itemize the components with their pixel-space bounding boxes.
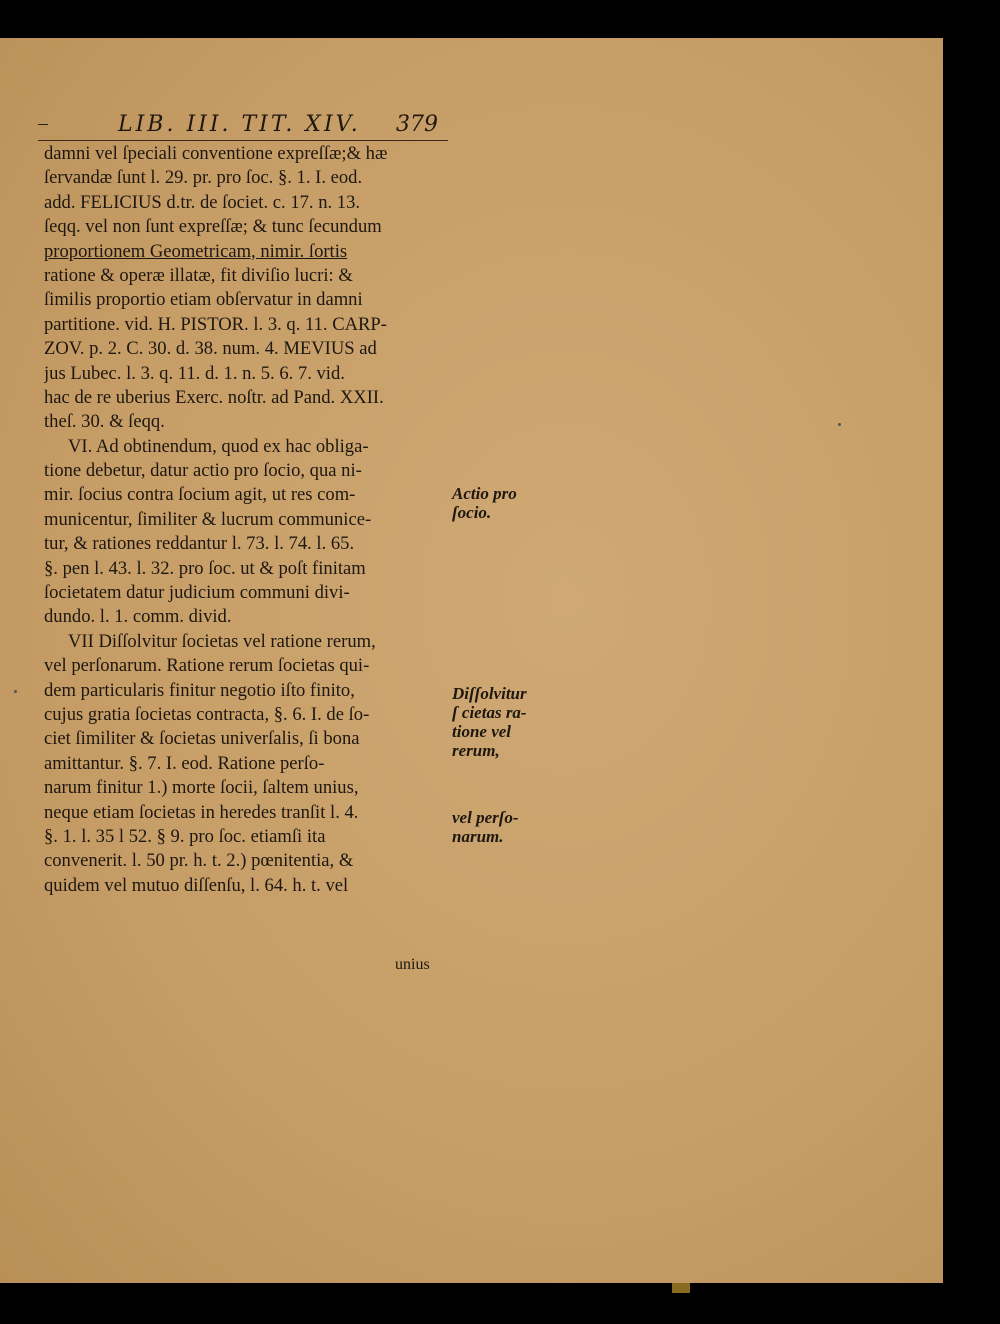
margin-note-actio (452, 484, 542, 522)
running-title: LIB. III. TIT. XIV. (118, 112, 361, 137)
margin-note-line: ſocio. (452, 503, 492, 522)
text-line: amittantur. §. 7. I. eod. Ratione perſo- (44, 752, 325, 774)
text-line: tur, & rationes reddantur l. 73. l. 74. l. 65. (44, 533, 355, 555)
text-line: theſ. 30. & ſeqq. (44, 411, 165, 433)
text-line: hac de re uberius Exerc. noſtr. ad Pand. XXII. (44, 386, 384, 408)
text-line: dem particularis finitur negotio iſto finito, (44, 679, 355, 701)
text-line: ſeqq. vel non ſunt expreſſæ; & tunc ſecundum (44, 216, 382, 238)
catchword: unius (395, 956, 430, 973)
header-dash (38, 124, 48, 125)
text-line: convenerit. l. 50 pr. h. t. 2.) pœnitentia, & (44, 850, 354, 872)
text-line: ZOV. p. 2. C. 30. d. 38. num. 4. MEVIUS ad (44, 338, 377, 360)
text-line: vel perſonarum. Ratione rerum ſocietas qui- (44, 655, 370, 677)
margin-note-line: Actio pro (452, 484, 517, 503)
page-header (38, 108, 448, 141)
text-line: narum finitur 1.) morte ſocii, ſaltem unius, (44, 777, 359, 799)
margin-note-line: tione vel (452, 722, 512, 741)
margin-note-line: rerum, (452, 741, 500, 760)
text-line: ſimilis proportio etiam obſervatur in damni (44, 289, 363, 311)
text-line: damni vel ſpeciali conventione expreſſæ;& hæ (44, 143, 388, 164)
text-line: ſervandæ ſunt l. 29. pr. pro ſoc. §. 1. I. eod. (44, 167, 363, 189)
margin-note-dissolvitur (452, 684, 542, 760)
margin-note-personarum (452, 808, 542, 846)
paragraph-start: VII Diſſolvitur ſocietas vel ratione rerum, (68, 630, 376, 652)
text-line: §. 1. l. 35 l 52. § 9. pro ſoc. etiamſi ita (44, 825, 326, 847)
text-line: add. FELICIUS d.tr. de ſociet. c. 17. n. 13. (44, 191, 361, 213)
text-line: dundo. l. 1. comm. divid. (44, 606, 232, 628)
text-line: quidem vel mutuo diſſenſu, l. 64. h. t. vel (44, 874, 349, 896)
margin-note-line: narum. (452, 827, 504, 846)
text-line: mir. ſocius contra ſocium agit, ut res com- (44, 484, 356, 506)
text-line: cujus gratia ſocietas contracta, §. 6. I. de ſo- (44, 703, 370, 725)
text-line: tione debetur, datur actio pro ſocio, qua ni- (44, 460, 362, 482)
text-line: proportionem Geometricam, nimir. ſortis (44, 240, 348, 262)
ink-speck (838, 423, 841, 426)
text-line: ciet ſimiliter & ſocietas univerſalis, ſi bona (44, 728, 360, 750)
body-text (44, 142, 446, 898)
margin-note-line: ſ cietas ra- (452, 703, 527, 722)
page-number: 379 (396, 112, 438, 137)
margin-note-line: Diſſolvitur (452, 684, 527, 703)
text-line: ſocietatem datur judicium communi divi- (44, 582, 350, 604)
text-line: jus Lubec. l. 3. q. 11. d. 1. n. 5. 6. 7. vid. (44, 362, 345, 384)
text-line: §. pen l. 43. l. 32. pro ſoc. ut & poſt finitam (44, 557, 366, 579)
text-line: municentur, ſimiliter & lucrum communice- (44, 508, 372, 530)
paragraph-start: VI. Ad obtinendum, quod ex hac obliga- (68, 435, 369, 457)
text-line: ratione & operæ illatæ, fit diviſio lucri: & (44, 264, 353, 286)
margin-note-line: vel perſo- (452, 808, 519, 827)
text-line: partitione. vid. H. PISTOR. l. 3. q. 11. CARP- (44, 313, 387, 335)
ink-speck (14, 690, 17, 693)
text-line: neque etiam ſocietas in heredes tranſit l. 4. (44, 801, 359, 823)
page-edge-mark (672, 1283, 690, 1293)
